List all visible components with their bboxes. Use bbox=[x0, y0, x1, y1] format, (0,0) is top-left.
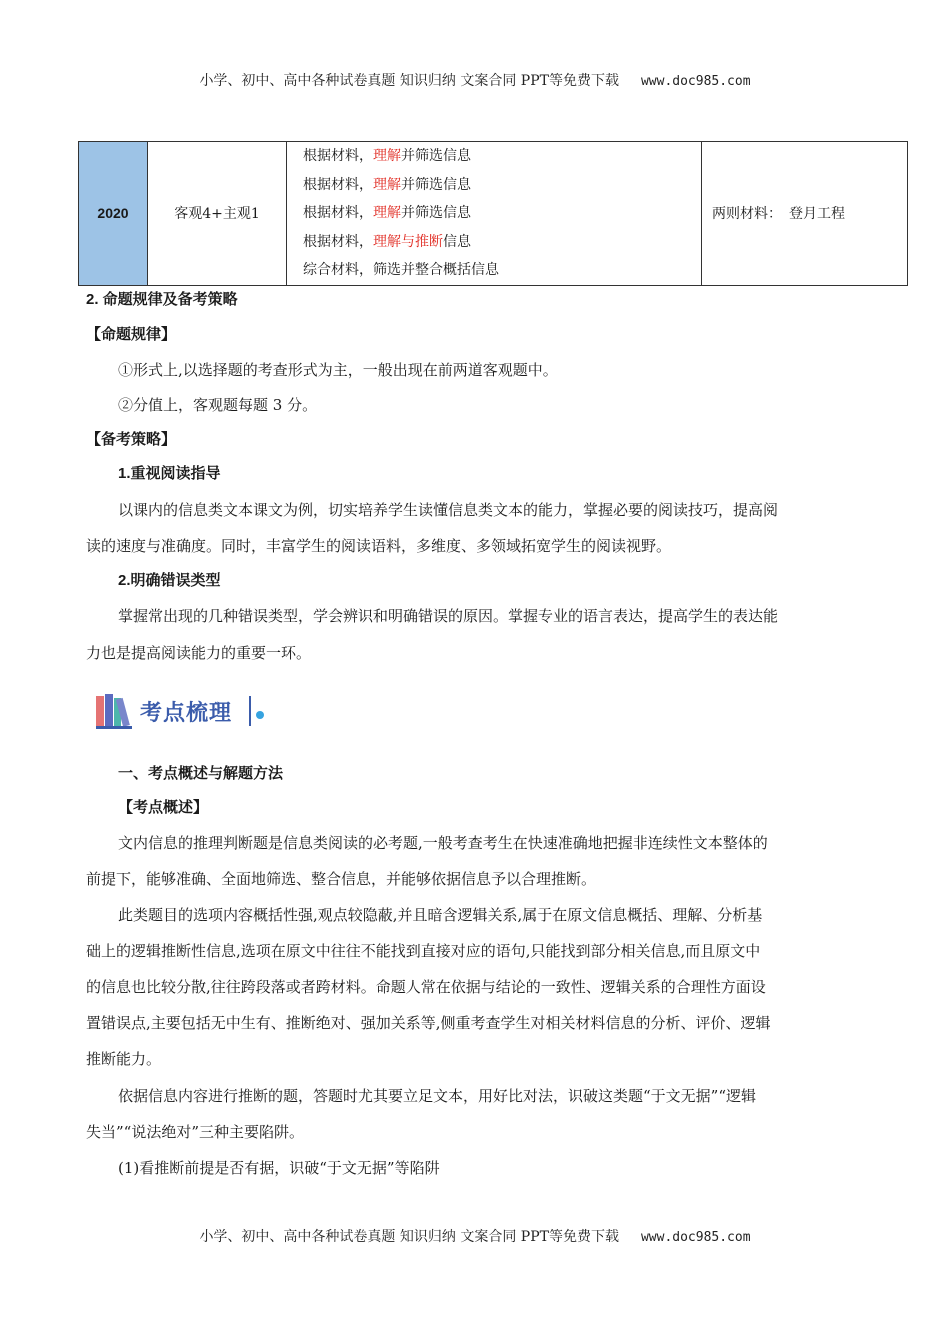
para-3-line-1: 依据信息内容进行推断的题，答题时尤其要立足文本，用好比对法，识破这类题“于文无据”“逻辑 bbox=[118, 1087, 757, 1105]
page-footer bbox=[0, 1226, 950, 1246]
rule-1: ①形式上,以选择题的考查形式为主，一般出现在前两道客观题中。 bbox=[118, 361, 558, 379]
requirements-cell bbox=[287, 142, 702, 286]
page-header bbox=[0, 70, 950, 90]
req-row-5: 综合材料，筛选并整合概括信息 bbox=[303, 262, 499, 279]
overview-label: 【考点概述】 bbox=[118, 799, 209, 816]
para-2-line-5: 推断能力。 bbox=[86, 1050, 162, 1068]
strategy-1-line-1: 以课内的信息类文本课文为例，切实培养学生读懂信息类文本的能力，掌握必要的阅读技巧，提高阅 bbox=[118, 501, 779, 519]
strategy-1-title: 1.重视阅读指导 bbox=[118, 465, 221, 482]
year-cell: 2020 bbox=[79, 142, 148, 286]
materials-cell: 两则材料： 登月工程 bbox=[702, 142, 908, 286]
req-row-1: 根据材料，理解并筛选信息 bbox=[303, 148, 471, 164]
rule-2: ②分值上，客观题每题 3 分。 bbox=[118, 396, 318, 414]
strategy-2-line-2: 力也是提高阅读能力的重要一环。 bbox=[86, 644, 312, 662]
strategy-2-line-1: 掌握常出现的几种错误类型，学会辨识和明确错误的原因。掌握专业的语言表达，提高学生的表达能 bbox=[118, 607, 779, 625]
banner-title: 考点梳理 bbox=[140, 700, 233, 725]
para-2-line-3: 的信息也比较分散,往往跨段落或者跨材料。命题人常在依据与结论的一致性、逻辑关系的合理性方面设 bbox=[86, 978, 766, 996]
banner-dot bbox=[256, 711, 264, 719]
footer-text: 小学、初中、高中各种试卷真题 知识归纳 文案合同 PPT等免费下载 bbox=[199, 1229, 619, 1245]
overview-heading: 一、考点概述与解题方法 bbox=[118, 765, 284, 782]
para-1-line-2: 前提下，能够准确、全面地筛选、整合信息，并能够依据信息予以合理推断。 bbox=[86, 870, 597, 888]
para-2-line-4: 置错误点,主要包括无中生有、推断绝对、强加关系等,侧重考查学生对相关材料信息的分析、评价、逻辑 bbox=[86, 1014, 771, 1032]
para-3-line-2: 失当”“说法绝对”三种主要陷阱。 bbox=[86, 1123, 305, 1141]
header-url[interactable]: www.doc985.com bbox=[640, 74, 751, 89]
header-text: 小学、初中、高中各种试卷真题 知识归纳 文案合同 PPT等免费下载 bbox=[199, 73, 619, 89]
req-row-3: 根据材料，理解并筛选信息 bbox=[303, 205, 471, 222]
para-2-line-1: 此类题目的选项内容概括性强,观点较隐蔽,并且暗含逻辑关系,属于在原文信息概括、理解、分析基 bbox=[118, 906, 763, 924]
para-2-line-2: 础上的逻辑推断性信息,选项在原文中往往不能找到直接对应的语句,只能找到部分相关信息,而且原文中 bbox=[86, 942, 761, 960]
exam-table bbox=[78, 141, 908, 286]
strategy-1-line-2: 读的速度与准确度。同时，丰富学生的阅读语料，多维度、多领域拓宽学生的阅读视野。 bbox=[86, 537, 672, 555]
strategy-label: 【备考策略】 bbox=[86, 431, 177, 448]
para-1-line-1: 文内信息的推理判断题是信息类阅读的必考题,一般考查考生在快速准确地把握非连续性文本整体的 bbox=[118, 834, 768, 852]
footer-url[interactable]: www.doc985.com bbox=[640, 1230, 751, 1245]
req-row-2: 根据材料，理解并筛选信息 bbox=[303, 176, 471, 193]
strategy-2-title: 2.明确错误类型 bbox=[118, 572, 221, 589]
cursor-bar bbox=[249, 696, 251, 726]
books-icon bbox=[94, 692, 138, 732]
section-banner bbox=[94, 692, 294, 732]
type-cell: 客观4+主观1 bbox=[148, 142, 287, 286]
req-row-4: 根据材料，理解与推断信息 bbox=[303, 233, 471, 250]
section-heading: 2. 命题规律及备考策略 bbox=[86, 291, 238, 308]
rules-label: 【命题规律】 bbox=[86, 326, 177, 343]
para-4: (1)看推断前提是否有据，识破“于文无据”等陷阱 bbox=[118, 1159, 440, 1177]
